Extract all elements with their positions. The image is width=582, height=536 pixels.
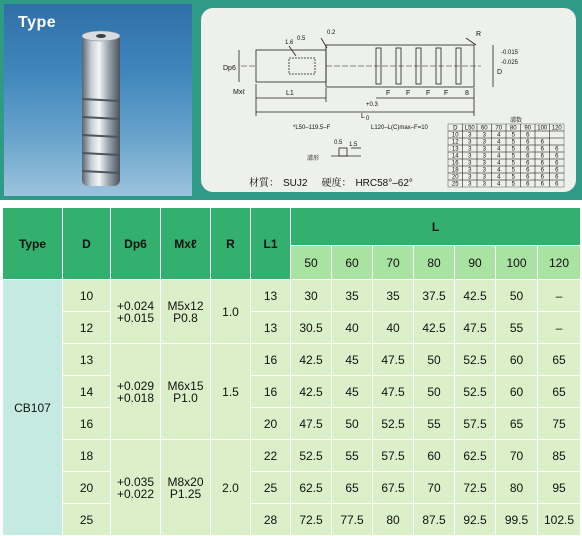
- mini-table-text: 3: [468, 174, 472, 181]
- mini-table-text: 3: [482, 132, 486, 139]
- l-value-cell: 55: [414, 408, 455, 440]
- l-value-cell: 42.5: [291, 376, 332, 408]
- l-value-cell: 45: [332, 344, 373, 376]
- mini-table-text: 6: [526, 181, 530, 188]
- l-value-cell: 35: [332, 280, 373, 312]
- table-row: [3, 408, 581, 440]
- table-row: [3, 312, 581, 344]
- l-value-cell: 77.5: [332, 504, 373, 536]
- d-cell: 20: [63, 472, 111, 504]
- l-value-cell: 50: [332, 408, 373, 440]
- l1-cell: 16: [251, 376, 291, 408]
- mini-table-text: 6: [526, 139, 530, 146]
- l-value-cell: 99.5: [496, 504, 538, 536]
- label-f4: F: [444, 90, 449, 97]
- label-d-tol-bot: -0.025: [501, 60, 519, 66]
- mini-table-text: 3: [482, 160, 486, 167]
- mini-table-text: 5: [511, 167, 515, 174]
- mini-table-text: 6: [526, 146, 530, 153]
- l-value-cell: 52.5: [373, 408, 414, 440]
- l-value-cell: 45: [332, 376, 373, 408]
- l-value-cell: 72.5: [455, 472, 496, 504]
- table-row: [3, 280, 581, 312]
- label-c05b: 0.5: [334, 140, 343, 146]
- mini-table-title: 溝数: [510, 118, 523, 124]
- mini-table-text: 3: [468, 153, 472, 160]
- l-value-cell: 65: [332, 472, 373, 504]
- mini-table-text: 4: [497, 174, 501, 181]
- table-row: [3, 440, 581, 472]
- drawing-svg: [201, 8, 576, 192]
- groove-count-table: [448, 116, 564, 188]
- mini-table-text: 3: [482, 139, 486, 146]
- l-value-cell: 50: [496, 280, 538, 312]
- l-value-cell: 75: [538, 408, 581, 440]
- mini-table-text: 12: [451, 139, 459, 146]
- mini-table-text: 6: [555, 153, 559, 160]
- mini-table-text: 120: [551, 125, 562, 132]
- mini-table-text: 4: [497, 139, 501, 146]
- l-value-cell: 50: [414, 376, 455, 408]
- pin-illustration: [4, 4, 192, 196]
- label-eight: 8: [465, 90, 469, 97]
- label-r: R: [476, 31, 482, 38]
- l-value-cell: 55: [496, 312, 538, 344]
- mini-table-text: 6: [526, 160, 530, 167]
- mini-table-text: D: [453, 125, 458, 132]
- label-d: D: [497, 69, 503, 76]
- mini-table-text: 6: [555, 174, 559, 181]
- l-value-cell: 92.5: [455, 504, 496, 536]
- header-l-60: 60: [332, 246, 373, 280]
- mini-table-text: 3: [468, 132, 472, 139]
- l-value-cell: 42.5: [291, 344, 332, 376]
- l-value-cell: 52.5: [291, 440, 332, 472]
- header-l-80: 80: [414, 246, 455, 280]
- mini-table-text: 6: [526, 167, 530, 174]
- l-value-cell: 70: [414, 472, 455, 504]
- mini-table-text: 3: [468, 146, 472, 153]
- mini-table-text: 13: [451, 146, 459, 153]
- label-d-tol-top: -0.015: [501, 50, 519, 56]
- mxl-cell: M8x20 P1.25: [161, 440, 211, 536]
- mini-table-text: 100: [537, 125, 548, 132]
- label-dp6: Dp6: [223, 65, 236, 72]
- mini-table-text: 70: [495, 125, 503, 132]
- l-value-cell: 65: [538, 344, 581, 376]
- dp6-cell: +0.024 +0.015: [111, 280, 161, 344]
- l-value-cell: 80: [373, 504, 414, 536]
- label-ftext1: *L50–119.5–F: [293, 125, 331, 131]
- label-c16: 1.6: [285, 40, 294, 46]
- l-value-cell: 60: [414, 440, 455, 472]
- mini-table-text: 4: [497, 146, 501, 153]
- mini-table-text: 5: [511, 181, 515, 188]
- label-l1: L1: [286, 90, 294, 97]
- material-line: [249, 174, 417, 189]
- mini-table-text: 14: [451, 153, 459, 160]
- mini-table-text: 5: [511, 146, 515, 153]
- mini-table-text: 6: [555, 181, 559, 188]
- l-value-cell: 47.5: [455, 312, 496, 344]
- mini-table-text: 4: [497, 181, 501, 188]
- l-value-cell: 87.5: [414, 504, 455, 536]
- label-f3: F: [426, 90, 431, 97]
- header-mxl: Mxℓ: [161, 208, 211, 280]
- mini-table-text: 5: [511, 139, 515, 146]
- l-value-cell: 72.5: [291, 504, 332, 536]
- product-photo: [4, 4, 192, 196]
- l1-cell: 16: [251, 344, 291, 376]
- l-value-cell: 57.5: [455, 408, 496, 440]
- photo-title: Type: [18, 14, 57, 31]
- d-cell: 18: [63, 440, 111, 472]
- mini-table-text: 5: [511, 153, 515, 160]
- mini-table-text: 4: [497, 160, 501, 167]
- header-l: L: [291, 208, 581, 246]
- mini-table-text: 6: [526, 132, 530, 139]
- l-value-cell: 30: [291, 280, 332, 312]
- l-value-cell: 47.5: [291, 408, 332, 440]
- l-value-cell: 65: [538, 376, 581, 408]
- mini-table-text: 6: [555, 146, 559, 153]
- table-row: [3, 504, 581, 536]
- mini-table-text: 3: [482, 174, 486, 181]
- mxl-cell: M6x15 P1.0: [161, 344, 211, 440]
- mini-table-text: 6: [540, 153, 544, 160]
- label-c15: 1.5: [349, 142, 358, 148]
- l-value-cell: 40: [332, 312, 373, 344]
- l-value-cell: 62.5: [455, 440, 496, 472]
- l-value-cell: 67.5: [373, 472, 414, 504]
- table-row: [3, 472, 581, 504]
- mini-table-text: 6: [526, 153, 530, 160]
- l-value-cell: 60: [496, 344, 538, 376]
- label-l-tol-plus: +0.3: [366, 102, 378, 108]
- l-value-cell: 102.5: [538, 504, 581, 536]
- mini-table-text: 20: [451, 174, 459, 181]
- mini-table-text: 25: [451, 181, 459, 188]
- label-f1: F: [386, 90, 391, 97]
- header-dp6: Dp6: [111, 208, 161, 280]
- mxl-cell: M5x12 P0.8: [161, 280, 211, 344]
- header-l-100: 100: [496, 246, 538, 280]
- mini-table-text: 18: [451, 167, 459, 174]
- mini-table-text: 3: [482, 146, 486, 153]
- mini-table-text: 6: [540, 139, 544, 146]
- r-cell: 2.0: [211, 440, 251, 536]
- mini-table-text: 6: [555, 167, 559, 174]
- mini-table-text: 90: [524, 125, 532, 132]
- l-value-cell: 65: [496, 408, 538, 440]
- mini-table-text: 3: [468, 160, 472, 167]
- label-ftext2: L120–L(C)max–F=10: [371, 125, 428, 131]
- hardness-label: 硬度：: [321, 178, 352, 189]
- l-value-cell: 52.5: [455, 376, 496, 408]
- material-label: 材質：: [249, 178, 279, 189]
- header-l-120: 120: [538, 246, 581, 280]
- mini-table-text: 16: [451, 160, 459, 167]
- header-type: Type: [3, 208, 63, 280]
- d-cell: 25: [63, 504, 111, 536]
- l1-cell: 25: [251, 472, 291, 504]
- spec-table: [2, 207, 581, 536]
- mini-table-text: 4: [497, 153, 501, 160]
- label-l-tol-zero: 0: [366, 116, 370, 122]
- mini-table-text: 6: [540, 146, 544, 153]
- d-cell: 10: [63, 280, 111, 312]
- l-value-cell: 47.5: [373, 344, 414, 376]
- mini-table-text: 6: [540, 181, 544, 188]
- mini-table-text: 6: [540, 167, 544, 174]
- l1-cell: 13: [251, 280, 291, 312]
- l1-cell: 13: [251, 312, 291, 344]
- mini-table-text: 6: [540, 160, 544, 167]
- mini-table-text: 6: [526, 174, 530, 181]
- header-l-70: 70: [373, 246, 414, 280]
- l-value-cell: 50: [414, 344, 455, 376]
- label-mxl: Mxℓ: [233, 89, 245, 96]
- l-value-cell: –: [538, 312, 581, 344]
- mini-table-text: L50: [464, 125, 475, 132]
- hardness-value: HRC58°–62°: [355, 178, 413, 189]
- l-value-cell: 30.5: [291, 312, 332, 344]
- spec-body: [3, 280, 581, 536]
- l-value-cell: 52.5: [455, 344, 496, 376]
- header-l-50: 50: [291, 246, 332, 280]
- label-c05: 0.5: [297, 36, 306, 42]
- d-cell: 13: [63, 344, 111, 376]
- header-l1: L1: [251, 208, 291, 280]
- mini-table-text: 6: [540, 174, 544, 181]
- l1-cell: 22: [251, 440, 291, 472]
- l-value-cell: 42.5: [414, 312, 455, 344]
- l-value-cell: 80: [496, 472, 538, 504]
- dp6-cell: +0.029 +0.018: [111, 344, 161, 440]
- mini-table-text: 5: [511, 160, 515, 167]
- table-row: [3, 344, 581, 376]
- d-cell: 14: [63, 376, 111, 408]
- mini-table-text: 5: [511, 174, 515, 181]
- l-value-cell: 70: [496, 440, 538, 472]
- l-value-cell: 62.5: [291, 472, 332, 504]
- type-cell: CB107: [3, 280, 63, 536]
- mini-table-text: 5: [511, 132, 515, 139]
- mini-table-text: 4: [497, 167, 501, 174]
- d-cell: 16: [63, 408, 111, 440]
- mini-table-text: 6: [555, 160, 559, 167]
- mini-table-text: 3: [482, 167, 486, 174]
- l-value-cell: 95: [538, 472, 581, 504]
- mini-table-text: 3: [468, 181, 472, 188]
- l-value-cell: 60: [496, 376, 538, 408]
- mini-table-text: 60: [480, 125, 488, 132]
- mini-table-cell: [550, 138, 565, 145]
- l-value-cell: –: [538, 280, 581, 312]
- header-d: D: [63, 208, 111, 280]
- mini-table-cell: [535, 131, 550, 138]
- l1-cell: 28: [251, 504, 291, 536]
- mini-table-text: 3: [482, 153, 486, 160]
- label-f2: F: [406, 90, 411, 97]
- l1-cell: 20: [251, 408, 291, 440]
- l-value-cell: 55: [332, 440, 373, 472]
- l-value-cell: 57.5: [373, 440, 414, 472]
- header-r: R: [211, 208, 251, 280]
- header-l-90: 90: [455, 246, 496, 280]
- l-value-cell: 40: [373, 312, 414, 344]
- table-row: [3, 376, 581, 408]
- mini-table-text: 10: [451, 132, 459, 139]
- mini-table-text: 3: [482, 181, 486, 188]
- mini-table-text: 4: [497, 132, 501, 139]
- mini-table-text: 3: [468, 139, 472, 146]
- l-value-cell: 42.5: [455, 280, 496, 312]
- label-c02: 0.2: [327, 30, 336, 36]
- d-cell: 12: [63, 312, 111, 344]
- l-value-cell: 85: [538, 440, 581, 472]
- l-value-cell: 35: [373, 280, 414, 312]
- dp6-cell: +0.035 +0.022: [111, 440, 161, 536]
- label-l: L: [361, 113, 365, 120]
- label-slot: 溝形: [307, 156, 320, 162]
- mini-table-cell: [550, 131, 565, 138]
- mini-table-text: 80: [509, 125, 517, 132]
- material-value: SUJ2: [283, 178, 308, 189]
- technical-drawing: [201, 8, 576, 192]
- header-band: [0, 0, 582, 200]
- l-value-cell: 47.5: [373, 376, 414, 408]
- mini-table-text: 3: [468, 167, 472, 174]
- l-value-cell: 37.5: [414, 280, 455, 312]
- r-cell: 1.0: [211, 280, 251, 344]
- r-cell: 1.5: [211, 344, 251, 440]
